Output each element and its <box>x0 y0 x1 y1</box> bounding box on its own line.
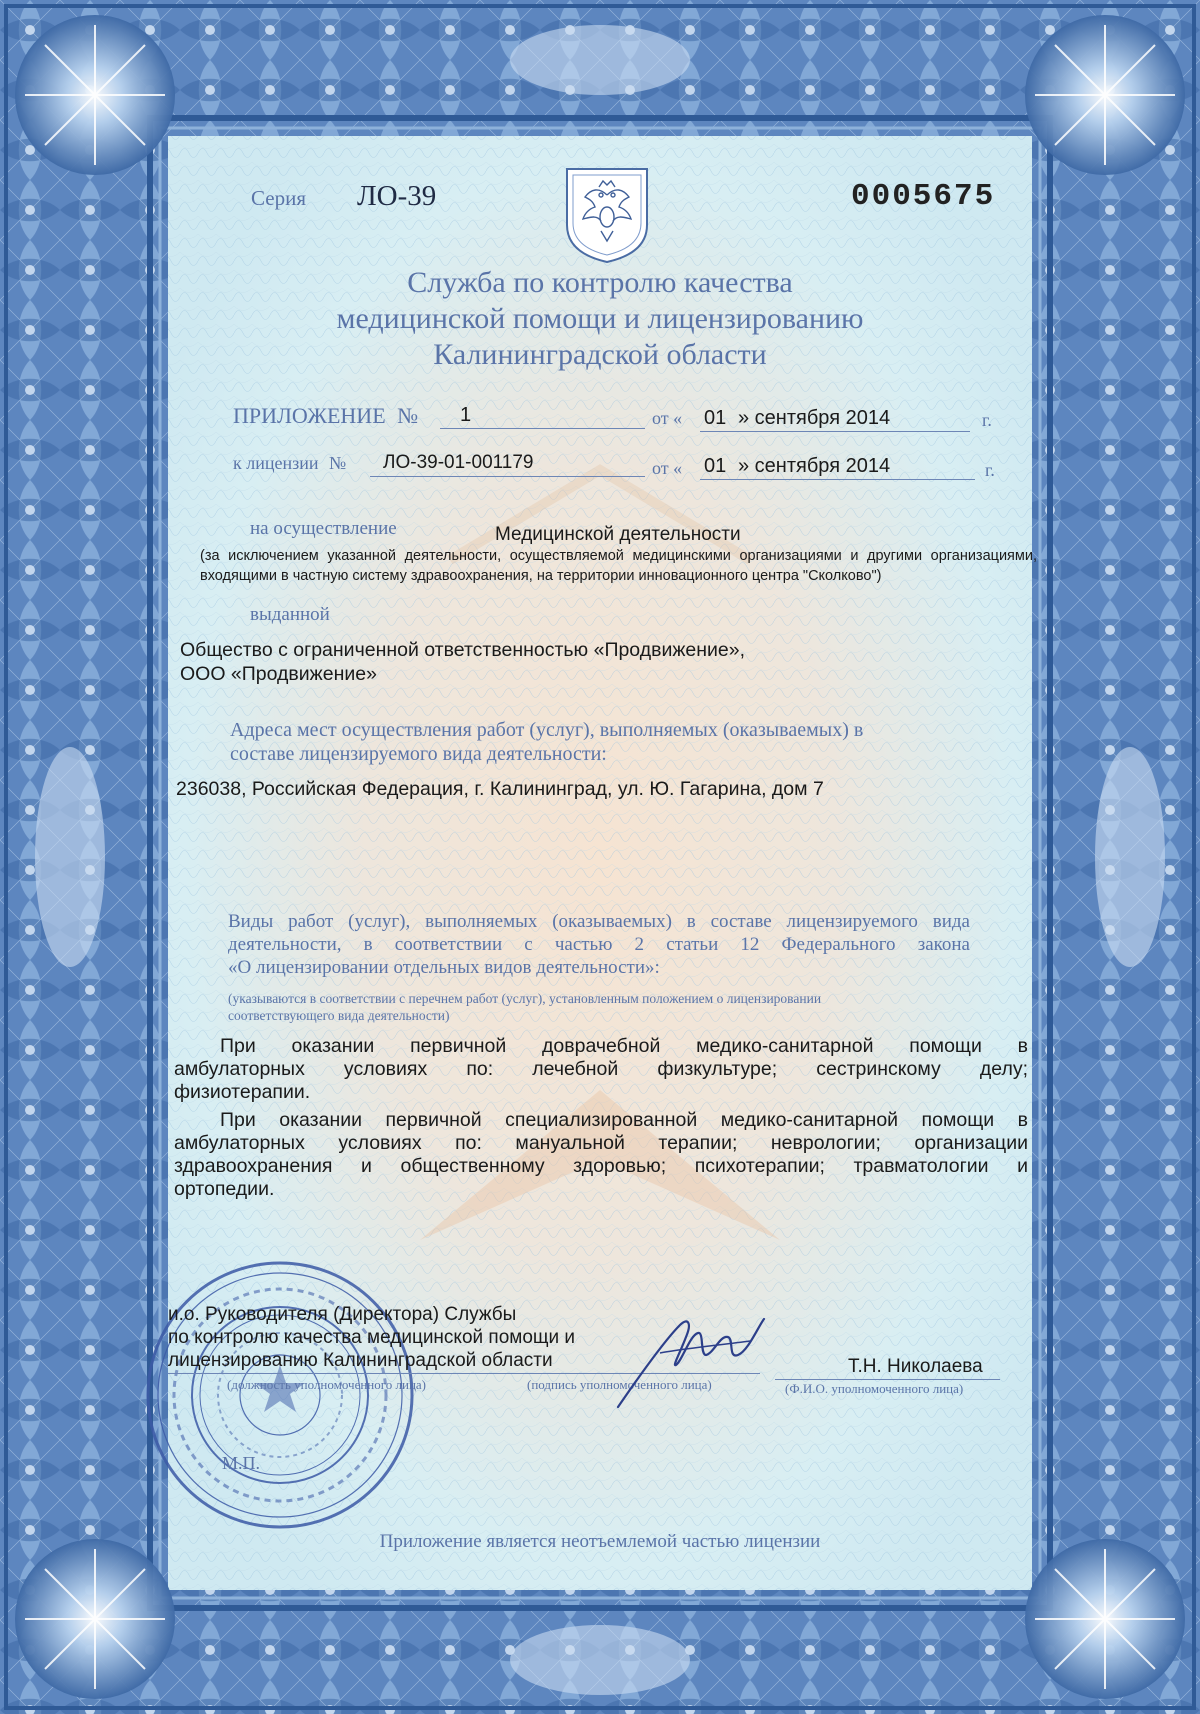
license-year-suffix: г. <box>985 460 995 480</box>
coat-of-arms-icon <box>563 165 651 265</box>
signatory-position <box>168 1303 575 1372</box>
works-heading-line-3: «О лицензировании отдельных видов деятельности»: <box>228 957 660 978</box>
issuer-line-2: медицинской помощи и лицензированию <box>336 302 864 335</box>
license-date-rest: » сентября 2014 <box>738 455 891 477</box>
position-caption: (должность уполномоченного лица) <box>227 1377 427 1392</box>
works-paragraph-2 <box>174 1109 1028 1201</box>
works-p1-line-3: физиотерапии. <box>174 1081 311 1103</box>
appendix-date-rest: » сентября 2014 <box>738 407 891 429</box>
appendix-date-line <box>700 431 970 432</box>
license-label <box>233 453 346 474</box>
appendix-number: 1 <box>460 404 472 426</box>
appendix-number-line <box>440 428 645 429</box>
works-paragraph-1 <box>174 1035 1028 1104</box>
official-seal <box>140 1255 420 1535</box>
appendix-date-from: от « <box>652 408 683 428</box>
series-value: ЛО-39 <box>357 180 437 212</box>
license-number-line <box>370 476 645 477</box>
works-heading <box>228 910 970 979</box>
works-heading-line-1: Виды работ (услуг), выполняемых (оказываемых) в составе лицензируемого вида <box>228 911 970 932</box>
appendix-number-sign: № <box>397 403 419 428</box>
license-date-day: 01 <box>704 455 727 477</box>
series-label: Серия <box>251 186 306 210</box>
position-line-2: по контролю качества медицинской помощи и <box>168 1327 576 1348</box>
works-note-line-2: соответствующего вида деятельности) <box>228 1008 450 1023</box>
works-p1-line-1: При оказании первичной доврачебной медико-санитарной помощи в <box>220 1035 1028 1057</box>
works-p2-line-4: ортопедии. <box>174 1178 275 1200</box>
works-p2-line-1: При оказании первичной специализированной медико-санитарной помощи в <box>220 1109 1028 1131</box>
issued-to-line-1: Общество с ограниченной ответственностью «Продвижение», <box>180 639 746 661</box>
appendix-date-day: 01 <box>704 407 727 429</box>
works-note <box>228 990 821 1024</box>
appendix-year-suffix: г. <box>982 410 992 430</box>
works-p2-line-2: амбулаторных условиях по: мануальной терапии; неврологии; организации <box>174 1132 1028 1154</box>
position-line-3: лицензированию Калининградской области <box>168 1350 553 1371</box>
footer-note: Приложение является неотъемлемой частью лицензии <box>379 1531 821 1552</box>
works-note-line-1: (указываются в соответствии с перечнем работ (услуг), установленным положением о лицензировании <box>228 991 822 1006</box>
license-label-text: к лицензии <box>233 453 319 473</box>
activity-note: (за исключением указанной деятельности, осуществляемой медицинскими организациями и другими организациями, входящими в частную систему здравоохранения, на территории инновационного центра "Сколково") <box>200 548 1037 584</box>
works-heading-line-2: деятельности, в соответствии с частью 2 статьи 12 Федерального закона <box>228 934 970 955</box>
addresses-heading <box>230 718 863 766</box>
seal-place-mark: М.П. <box>222 1453 261 1473</box>
signature-caption: (подпись уполномоченного лица) <box>527 1377 712 1392</box>
license-number-sign: № <box>329 453 347 473</box>
name-underline <box>775 1379 1000 1380</box>
issued-to-line-2: ООО «Продвижение» <box>180 663 377 685</box>
address-value: 236038, Российская Федерация, г. Калининград, ул. Ю. Гагарина, дом 7 <box>176 778 824 800</box>
addresses-heading-line-2: составе лицензируемого вида деятельности: <box>230 743 607 765</box>
signatory-name: Т.Н. Николаева <box>848 1356 983 1377</box>
works-p1-line-2: амбулаторных условиях по: лечебной физкультуре; сестринскому делу; <box>174 1058 1028 1080</box>
name-caption: (Ф.И.О. уполномоченного лица) <box>785 1381 964 1396</box>
license-number: ЛО-39-01-001179 <box>383 452 534 473</box>
issuer-line-1: Служба по контролю качества <box>407 266 793 299</box>
activity-label: на осуществление <box>250 518 397 539</box>
works-p2-line-3: здравоохранения и общественному здоровью; психотерапии; травматологии и <box>174 1155 1028 1177</box>
issuer-line-3: Калининградской области <box>433 338 767 371</box>
handwritten-signature <box>610 1305 770 1415</box>
activity-value: Медицинской деятельности <box>495 524 741 545</box>
issuer-title <box>200 265 1000 373</box>
serial-number: 0005675 <box>851 179 996 214</box>
addresses-heading-line-1: Адреса мест осуществления работ (услуг), выполняемых (оказываемых) в <box>230 719 864 741</box>
appendix-label <box>233 403 418 429</box>
license-date-from: от « <box>652 458 683 478</box>
appendix-label-text: ПРИЛОЖЕНИЕ <box>233 403 386 428</box>
license-date-line <box>700 479 975 480</box>
position-line-1: и.о. Руководителя (Директора) Службы <box>168 1304 517 1325</box>
issued-to-label: выданной <box>250 604 330 625</box>
